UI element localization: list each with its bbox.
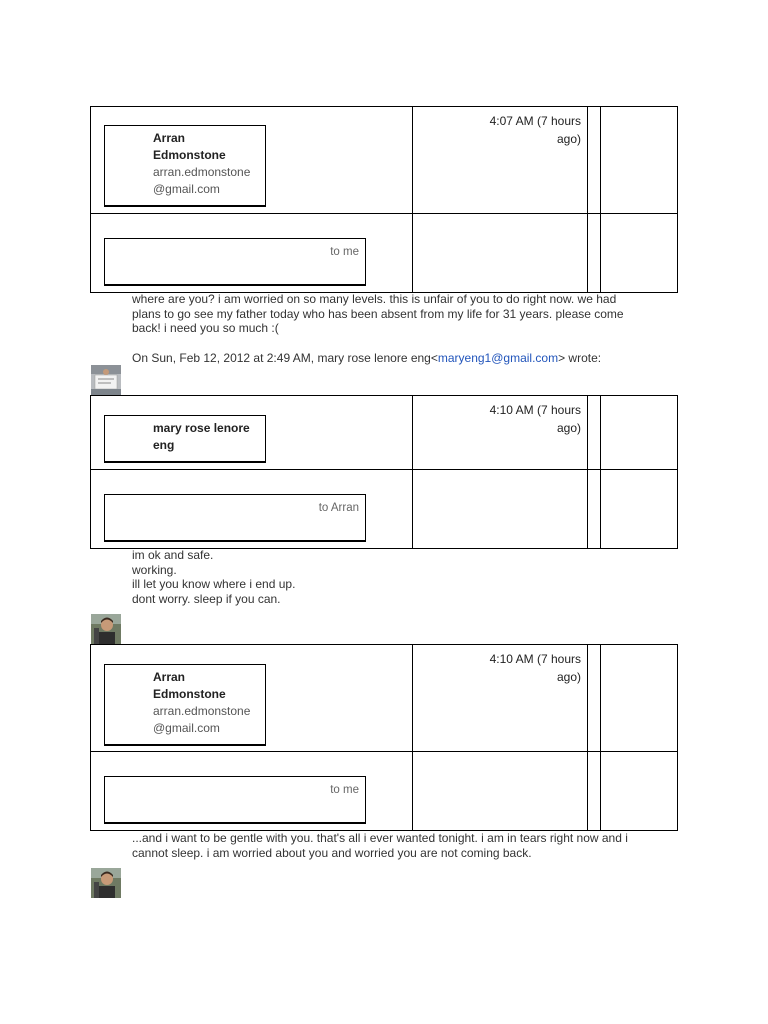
recipient-label[interactable]: to me — [330, 246, 359, 258]
divider — [412, 107, 413, 292]
divider — [91, 751, 677, 752]
recipient-details[interactable] — [104, 238, 366, 286]
message-body: im ok and safe. working. ill let you know where i end up. dont worry. sleep if you can. — [132, 548, 296, 606]
message-body: ...and i want to be gentle with you. that's all i ever wanted tonight. i am in tears right now and i cannot sleep. i am worried about you and worried you are not coming back. — [132, 831, 628, 860]
recipient-label[interactable]: to Arran — [318, 502, 359, 514]
sender-name[interactable]: eng — [153, 438, 175, 452]
divider — [600, 107, 601, 292]
recipient-details[interactable] — [104, 494, 366, 542]
message-timestamp: 4:07 AM (7 hours ago) — [489, 114, 581, 146]
divider — [587, 645, 588, 830]
message-body: where are you? i am worried on so many levels. this is unfair of you to do right now. we had plans to go see my father today who has been absent from my life for 31 years. please come back! i need you so much :( — [132, 292, 624, 336]
sender-email: @gmail.com — [153, 182, 220, 196]
sender-email: arran.edmonstone — [153, 165, 251, 179]
message-header — [90, 395, 678, 549]
divider — [91, 469, 677, 470]
quoted-header: On Sun, Feb 12, 2012 at 2:49 AM, mary rose lenore eng<maryeng1@gmail.com> wrote: — [132, 351, 602, 365]
message-header — [90, 644, 678, 831]
sender-email: @gmail.com — [153, 721, 220, 735]
sender-name[interactable]: mary rose lenore — [153, 421, 250, 435]
divider — [412, 645, 413, 830]
divider — [587, 396, 588, 548]
avatar[interactable] — [91, 614, 121, 644]
avatar[interactable] — [91, 868, 121, 898]
divider — [91, 213, 677, 214]
sender-name[interactable]: Arran — [153, 131, 186, 145]
message-timestamp: 4:10 AM (7 hours ago) — [489, 403, 581, 435]
avatar[interactable] — [91, 365, 121, 395]
divider — [600, 396, 601, 548]
recipient-details[interactable] — [104, 776, 366, 824]
sender-card[interactable] — [104, 125, 266, 207]
divider — [587, 107, 588, 292]
sender-name[interactable]: Arran — [153, 670, 186, 684]
quoted-email-link[interactable]: maryeng1@gmail.com — [437, 351, 559, 365]
sender-email: arran.edmonstone — [153, 704, 251, 718]
message-timestamp: 4:10 AM (7 hours ago) — [489, 652, 581, 684]
message-header — [90, 106, 678, 293]
sender-name[interactable]: Edmonstone — [153, 687, 226, 701]
sender-card[interactable] — [104, 415, 266, 463]
sender-card[interactable] — [104, 664, 266, 746]
recipient-label[interactable]: to me — [330, 784, 359, 796]
divider — [600, 645, 601, 830]
divider — [412, 396, 413, 548]
sender-name[interactable]: Edmonstone — [153, 148, 226, 162]
